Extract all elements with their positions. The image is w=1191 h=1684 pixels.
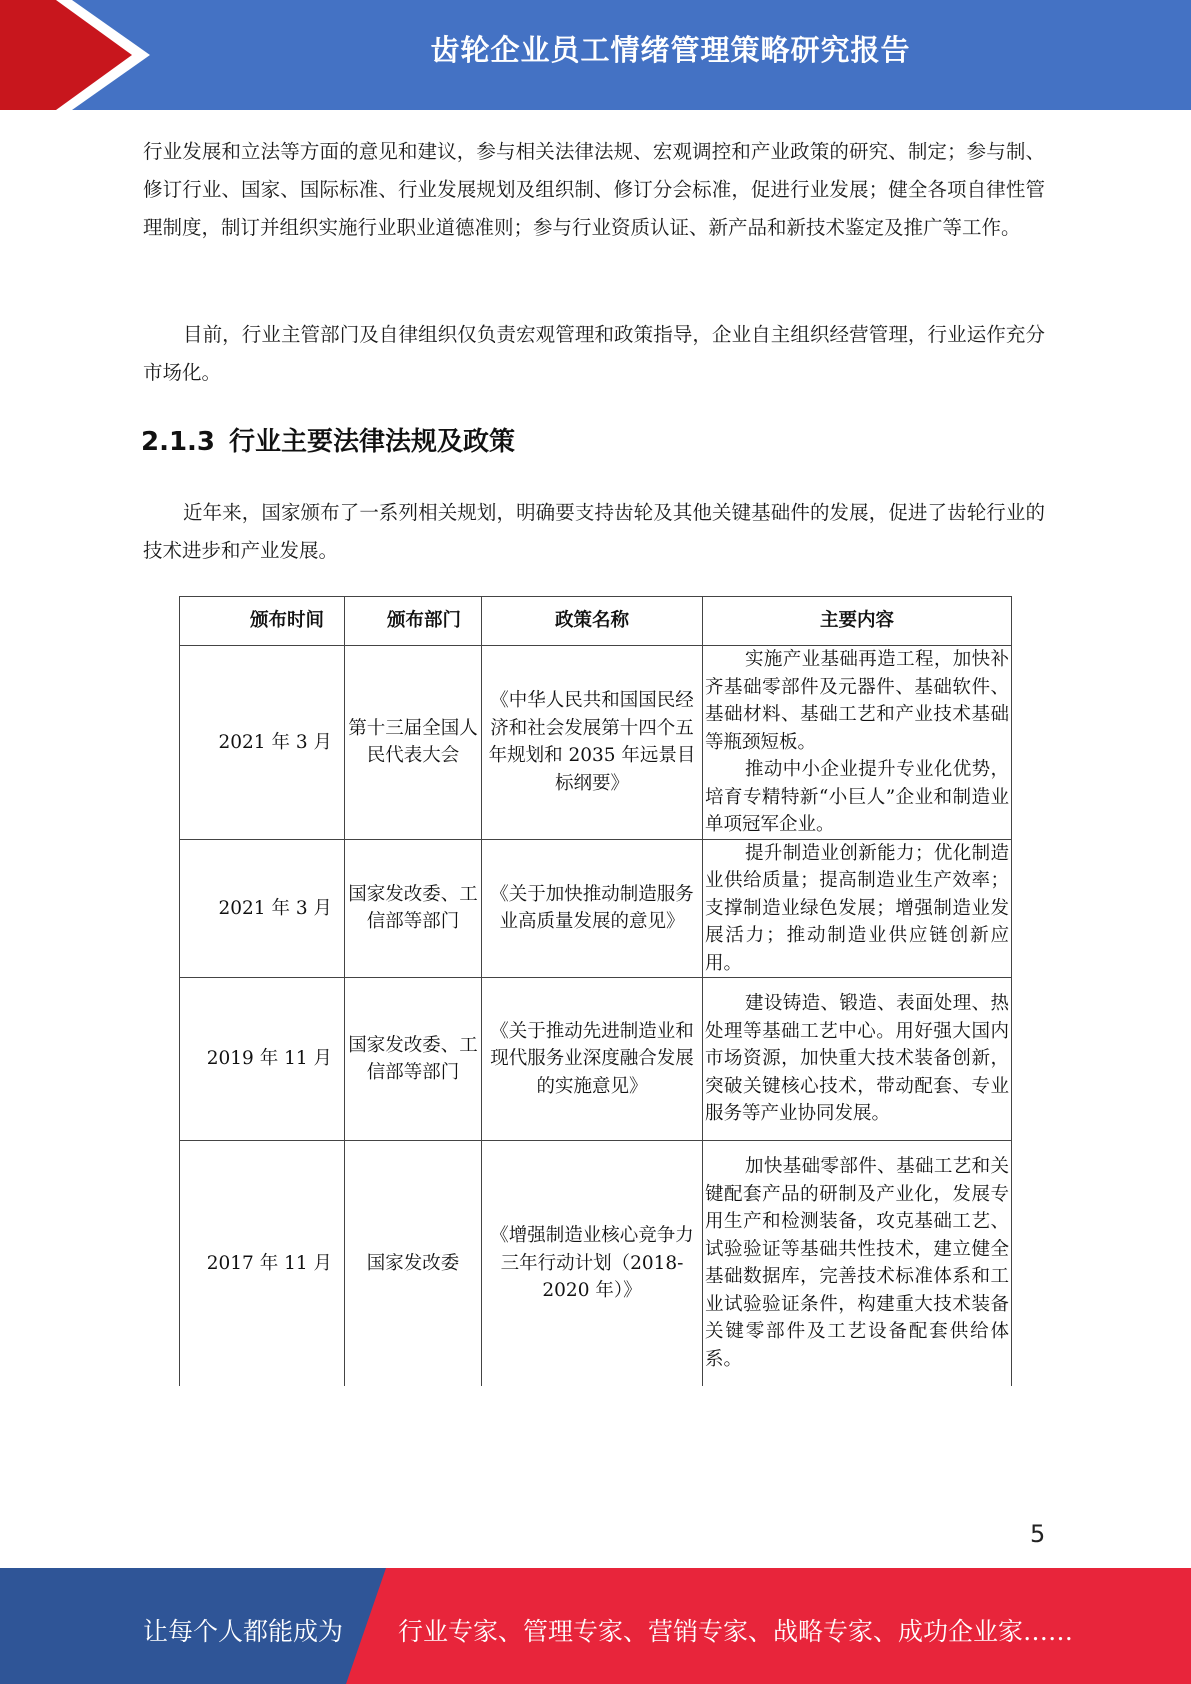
header-banner bbox=[0, 0, 1191, 110]
header-policy-name: 政策名称 bbox=[482, 597, 703, 646]
section-heading bbox=[141, 421, 515, 458]
paragraph-industry-association: 行业发展和立法等方面的意见和建议，参与相关法律法规、宏观调控和产业政策的研究、制定；参与制、修订行业、国家、国际标准、行业发展规划及组织制、修订分会标准，促进行业发展；健全各项自律性管理制度，制订并组织实施行业职业道德准则；参与行业资质认证、新产品和新技术鉴定及推广等工作。 bbox=[143, 140, 1045, 239]
footer-slogan-left: 让每个人都能成为 bbox=[143, 1617, 344, 1646]
content-paragraph: 推动中小企业提升专业化优势，培育专精特新“小巨人”企业和制造业单项冠军企业。 bbox=[705, 759, 1009, 835]
cell-main-content bbox=[703, 1141, 1012, 1386]
cell-date: 2021 年 3 月 bbox=[180, 646, 345, 840]
cell-date: 2017 年 11 月 bbox=[180, 1141, 345, 1386]
cell-policy-name: 《增强制造业核心竞争力三年行动计划（2018-2020 年）》 bbox=[482, 1141, 703, 1386]
policy-table bbox=[179, 596, 1012, 1386]
table-row bbox=[180, 978, 1012, 1141]
cell-main-content bbox=[703, 978, 1012, 1141]
content-paragraph: 实施产业基础再造工程，加快补齐基础零部件及元器件、基础软件、基础材料、基础工艺和产业技术基础等瓶颈短板。 bbox=[705, 649, 1009, 753]
header-date: 颁布时间 bbox=[180, 597, 345, 646]
cell-policy-name: 《关于推动先进制造业和现代服务业深度融合发展的实施意见》 bbox=[482, 978, 703, 1141]
chevron-arrow-icon bbox=[0, 0, 150, 110]
header-main-content: 主要内容 bbox=[703, 597, 1012, 646]
header-department: 颁布部门 bbox=[345, 597, 482, 646]
table-row bbox=[180, 1141, 1012, 1386]
cell-date: 2021 年 3 月 bbox=[180, 839, 345, 978]
cell-department: 第十三届全国人民代表大会 bbox=[345, 646, 482, 840]
cell-department: 国家发改委 bbox=[345, 1141, 482, 1386]
footer-banner bbox=[0, 1568, 1191, 1684]
paragraph-policy-intro: 近年来，国家颁布了一系列相关规划，明确要支持齿轮及其他关键基础件的发展，促进了齿轮行业的技术进步和产业发展。 bbox=[143, 501, 1045, 562]
content-paragraph: 建设铸造、锻造、表面处理、热处理等基础工艺中心。用好强大国内市场资源，加快重大技术装备创新，突破关键核心技术，带动配套、专业服务等产业协同发展。 bbox=[705, 993, 1009, 1125]
page-number: 5 bbox=[1030, 1520, 1046, 1548]
cell-main-content bbox=[703, 839, 1012, 978]
content-paragraph: 提升制造业创新能力；优化制造业供给质量；提高制造业生产效率；支撑制造业绿色发展；增强制造业发展活力；推动制造业供应链创新应用。 bbox=[705, 842, 1009, 974]
table-row bbox=[180, 839, 1012, 978]
table-row bbox=[180, 646, 1012, 840]
footer-slogan-right: 行业专家、管理专家、营销专家、战略专家、成功企业家…… bbox=[398, 1617, 1074, 1646]
cell-policy-name: 《关于加快推动制造服务业高质量发展的意见》 bbox=[482, 839, 703, 978]
report-title: 齿轮企业员工情绪管理策略研究报告 bbox=[430, 33, 911, 67]
cell-date: 2019 年 11 月 bbox=[180, 978, 345, 1141]
cell-department: 国家发改委、工信部等部门 bbox=[345, 978, 482, 1141]
cell-policy-name: 《中华人民共和国国民经济和社会发展第十四个五年规划和 2035 年远景目标纲要》 bbox=[482, 646, 703, 840]
table-header-row bbox=[180, 597, 1012, 646]
cell-main-content bbox=[703, 646, 1012, 840]
content-paragraph: 加快基础零部件、基础工艺和关键配套产品的研制及产业化，发展专用生产和检测装备，攻克基础工艺、试验验证等基础共性技术，建立健全基础数据库，完善技术标准体系和工业试验验证条件，构建重大技术装备关键零部件及工艺设备配套供给体系。 bbox=[705, 1156, 1009, 1370]
section-number: 2.1.3 bbox=[141, 427, 216, 457]
section-title: 行业主要法律法规及政策 bbox=[229, 427, 516, 457]
paragraph-market-operation: 目前，行业主管部门及自律组织仅负责宏观管理和政策指导，企业自主组织经营管理，行业运作充分市场化。 bbox=[143, 323, 1045, 384]
cell-department: 国家发改委、工信部等部门 bbox=[345, 839, 482, 978]
